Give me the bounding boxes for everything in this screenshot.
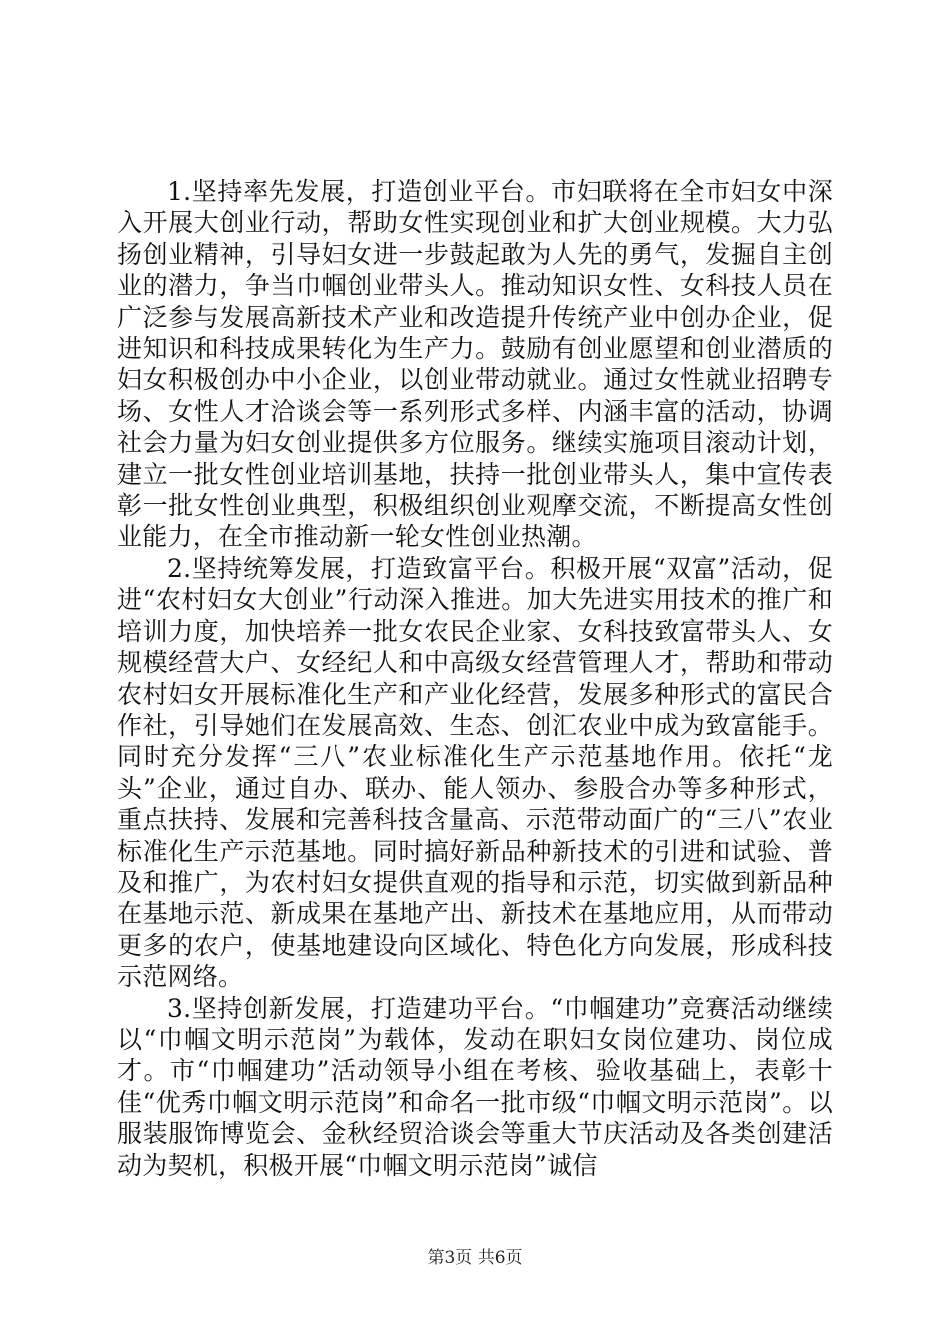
paragraph-1: 1.坚持率先发展，打造创业平台。市妇联将在全市妇女中深入开展大创业行动，帮助女性实现创业和扩大创业规模。大力弘扬创业精神，引导妇女进一步鼓起敢为人先的勇气，发掘自主创业的潜力，争当巾帼创业带头人。推动知识女性、女科技人员在广泛参与发展高新技术产业和改造提升传统产业中创办企业，促进知识和科技成果转化为生产力。鼓励有创业愿望和创业潜质的妇女积极创办中小企业，以创业带动就业。通过女性就业招聘专场、女性人才洽谈会等一系列形式多样、内涵丰富的活动，协调社会力量为妇女创业提供多方位服务。继续实施项目滚动计划，建立一批女性创业培训基地，扶持一批创业带头人，集中宣传表彰一批女性创业典型，积极组织创业观摩交流，不断提高女性创业能力，在全市推动新一轮女性创业热潮。: [117, 177, 833, 552]
page-number-footer: 第3页 共6页: [427, 1248, 523, 1268]
paragraph-2: 2.坚持统筹发展，打造致富平台。积极开展“双富”活动，促进“农村妇女大创业”行动深入推进。加大先进实用技术的推广和培训力度，加快培养一批女农民企业家、女科技致富带头人、女规模经营大户、女经纪人和中高级女经营管理人才，帮助和带动农村妇女开展标准化生产和产业化经营，发展多种形式的富民合作社，引导她们在发展高效、生态、创汇农业中成为致富能手。同时充分发挥“三八”农业标准化生产示范基地作用。依托“龙头”企业，通过自办、联办、能人领办、参股合办等多种形式，重点扶持、发展和完善科技含量高、示范带动面广的“三八”农业标准化生产示范基地。同时搞好新品种新技术的引进和试验、普及和推广，为农村妇女提供直观的指导和示范，切实做到新品种在基地示范、新成果在基地产出、新技术在基地应用，从而带动更多的农户，使基地建设向区域化、特色化方向发展，形成科技示范网络。: [117, 553, 833, 992]
paragraph-3: 3.坚持创新发展，打造建功平台。“巾帼建功”竞赛活动继续以“巾帼文明示范岗”为载体，发动在职妇女岗位建功、岗位成才。市“巾帼建功”活动领导小组在考核、验收基础上，表彰十佳“优秀巾帼文明示范岗”和命名一批市级“巾帼文明示范岗”。以服装服饰博览会、金秋经贸洽谈会等重大节庆活动及各类创建活动为契机，积极开展“巾帼文明示范岗”诚信: [117, 993, 833, 1180]
document-body: [117, 176, 833, 1181]
